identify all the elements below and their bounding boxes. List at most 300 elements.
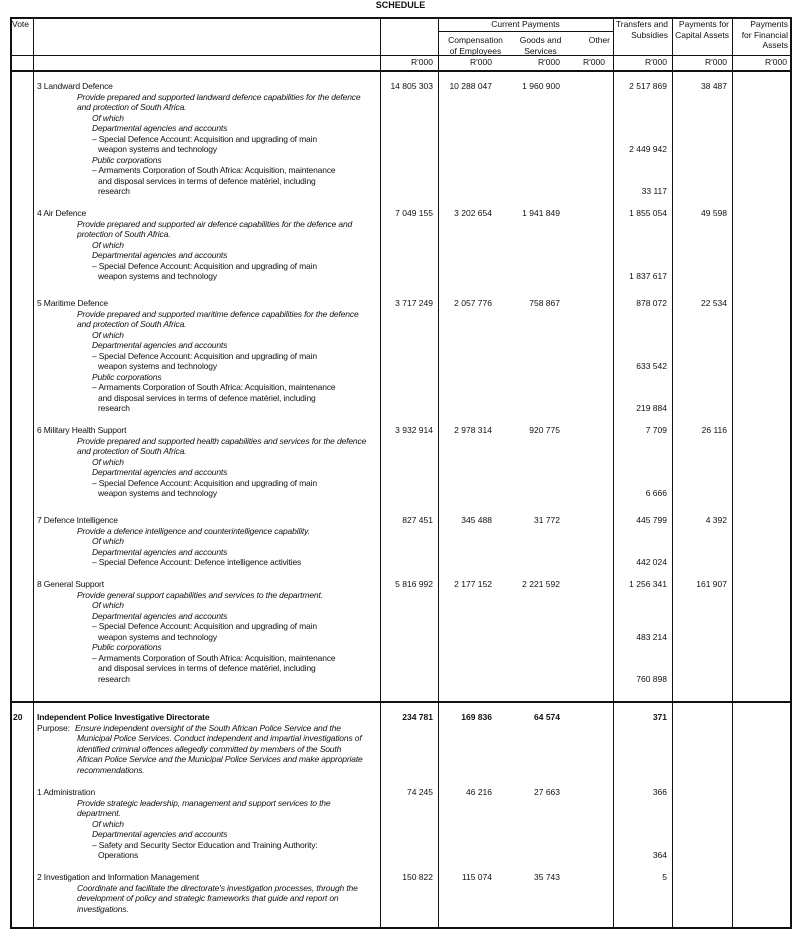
table-row — [10, 611, 791, 622]
description-text: 1 Administration — [37, 787, 96, 797]
description-text: Departmental agencies and accounts — [92, 123, 228, 133]
amount-cell-total — [380, 340, 438, 351]
description-text: research — [98, 673, 130, 684]
description-text: development of policy and strategic frameworks that guide and report on — [77, 893, 339, 903]
description-text: Independent Police Investigative Directorate — [37, 712, 210, 722]
vote-cell — [10, 467, 33, 478]
amount-cell-compensation — [438, 621, 513, 632]
amount-cell-other — [568, 261, 613, 272]
amount-cell-financial — [732, 446, 791, 457]
col-header-financial-assets: Payments for Financial Assets — [741, 19, 788, 50]
amount-cell-total — [380, 92, 438, 103]
amount-cell-total — [380, 600, 438, 611]
amount-cell-compensation — [438, 590, 513, 601]
amount-cell-goods-services — [513, 319, 568, 330]
description-cell — [33, 330, 380, 341]
description-text: Departmental agencies and accounts — [92, 546, 228, 557]
vote-cell — [10, 298, 33, 309]
description-text: weapon systems and technology — [98, 361, 217, 371]
description-cell — [33, 893, 380, 904]
col-header-capital-assets: Payments for Capital Assets — [675, 19, 729, 40]
amount-cell-capital — [672, 261, 732, 272]
vote-cell — [10, 113, 33, 124]
table-row — [10, 674, 791, 685]
amount-cell-goods-services — [513, 904, 568, 915]
table-row — [10, 653, 791, 664]
amount-cell-total — [380, 723, 438, 734]
amount-cell-financial — [732, 872, 791, 883]
vote-cell — [10, 351, 33, 362]
amount-cell-other — [568, 176, 613, 187]
amount-cell-compensation — [438, 744, 513, 755]
description-text: Of which — [92, 456, 124, 467]
vote-cell — [10, 393, 33, 404]
table-row — [10, 319, 791, 330]
amount-cell-transfers — [613, 765, 672, 776]
amount-cell-goods-services — [513, 250, 568, 261]
description-cell — [33, 611, 380, 622]
amount-cell-total — [380, 436, 438, 447]
description-cell — [33, 134, 380, 145]
description-text: Public corporations — [92, 154, 162, 165]
amount-cell-financial — [732, 123, 791, 134]
amount-cell-goods-services — [513, 436, 568, 447]
program-section-s8 — [10, 579, 791, 684]
table-border — [10, 927, 792, 929]
amount-cell-financial — [732, 155, 791, 166]
amount-cell-capital — [672, 361, 732, 372]
description-cell — [33, 123, 380, 134]
amount-cell-other — [568, 536, 613, 547]
vote-cell — [10, 674, 33, 685]
amount-cell-goods-services — [513, 674, 568, 685]
amount-cell-financial — [732, 904, 791, 915]
amount-cell-total — [380, 904, 438, 915]
amount-cell-goods-services — [513, 765, 568, 776]
amount-cell-compensation — [438, 436, 513, 447]
amount-cell-capital — [672, 240, 732, 251]
amount-cell-transfers: 371 — [652, 712, 667, 722]
amount-cell-goods-services — [513, 271, 568, 282]
description-cell — [33, 144, 380, 155]
description-cell — [33, 590, 380, 601]
amount-cell-financial — [732, 798, 791, 809]
vote-cell — [10, 808, 33, 819]
amount-cell-other — [568, 712, 613, 723]
description-cell — [33, 457, 380, 468]
amount-cell-financial — [732, 723, 791, 734]
description-cell — [33, 840, 380, 851]
description-cell — [33, 102, 380, 113]
vote-cell — [10, 229, 33, 240]
amount-cell-compensation — [438, 674, 513, 685]
amount-cell-total — [380, 733, 438, 744]
amount-cell-compensation — [438, 798, 513, 809]
table-border — [672, 17, 673, 929]
amount-cell-transfers — [613, 176, 672, 187]
amount-cell-other — [568, 144, 613, 155]
amount-cell-transfers — [613, 733, 672, 744]
amount-cell-total: 234 781 — [402, 712, 433, 722]
amount-cell-capital — [672, 883, 732, 894]
amount-cell-financial — [732, 893, 791, 904]
description-text: weapon systems and technology — [98, 631, 217, 642]
amount-cell-total — [380, 642, 438, 653]
description-cell — [33, 372, 380, 383]
amount-cell-transfers — [613, 134, 672, 145]
amount-cell-total — [380, 457, 438, 468]
vote-cell — [10, 819, 33, 830]
amount-cell-other — [568, 663, 613, 674]
amount-cell-capital — [672, 642, 732, 653]
table-row — [10, 361, 791, 372]
amount-cell-financial — [732, 488, 791, 499]
amount-cell-transfers — [613, 319, 672, 330]
vote-cell — [10, 611, 33, 622]
description-text: Provide a defence intelligence and counterintelligence capability. — [77, 525, 310, 536]
amount-cell-other — [568, 134, 613, 145]
table-row — [10, 229, 791, 240]
description-text: Public corporations — [92, 642, 162, 652]
amount-cell-financial — [732, 271, 791, 282]
amount-cell-goods-services — [513, 144, 568, 155]
amount-cell-compensation — [438, 165, 513, 176]
amount-cell-goods-services — [513, 557, 568, 568]
amount-cell-capital — [672, 309, 732, 320]
amount-cell-goods-services — [513, 547, 568, 558]
amount-cell-compensation — [438, 92, 513, 103]
table-row — [10, 808, 791, 819]
vote-cell — [10, 92, 33, 103]
vote-cell — [10, 330, 33, 341]
amount-cell-goods-services — [513, 850, 568, 861]
vote-cell — [10, 829, 33, 840]
amount-cell-transfers: 219 884 — [636, 403, 667, 413]
description-cell — [33, 467, 380, 478]
vote-cell — [10, 425, 33, 436]
amount-cell-financial — [732, 765, 791, 776]
amount-cell-compensation — [438, 155, 513, 166]
col-header-vote: Vote — [12, 19, 30, 29]
amount-cell-other — [568, 393, 613, 404]
amount-cell-financial — [732, 733, 791, 744]
amount-cell-other — [568, 436, 613, 447]
amount-cell-transfers — [613, 754, 672, 765]
amount-cell-capital — [672, 92, 732, 103]
amount-cell-other — [568, 340, 613, 351]
units-cell: R'000 — [538, 57, 560, 67]
amount-cell-other — [568, 123, 613, 134]
amount-cell-other — [568, 872, 613, 883]
amount-cell-other — [568, 102, 613, 113]
amount-cell-transfers — [613, 663, 672, 674]
vote-cell — [10, 340, 33, 351]
amount-cell-compensation — [438, 176, 513, 187]
amount-cell-compensation — [438, 113, 513, 124]
current-payments-underline — [438, 31, 613, 32]
amount-cell-capital — [672, 351, 732, 362]
description-cell — [33, 382, 380, 393]
description-text: – Special Defence Account: Acquisition and upgrading of main — [92, 477, 317, 488]
amount-cell-other — [568, 113, 613, 124]
description-text: Provide strategic leadership, management and support services to the — [77, 797, 331, 808]
description-text: Provide prepared and supported health capabilities and services for the defence — [77, 435, 367, 446]
col-header-goods-services: Goods and Services — [519, 35, 562, 56]
description-cell — [33, 92, 380, 103]
table-row — [10, 754, 791, 765]
table-row — [10, 271, 791, 282]
description-cell — [33, 515, 380, 526]
amount-cell-transfers — [613, 819, 672, 830]
amount-cell-compensation — [438, 446, 513, 457]
amount-cell-capital — [672, 382, 732, 393]
amount-cell-goods-services — [513, 240, 568, 251]
table-row — [10, 219, 791, 230]
program-section-s6 — [10, 425, 791, 499]
description-text: 5 Maritime Defence — [37, 298, 108, 308]
amount-cell-compensation — [438, 632, 513, 643]
amount-cell-total — [380, 403, 438, 414]
table-row — [10, 663, 791, 674]
description-text: Public corporations — [92, 371, 162, 382]
purpose-label: Purpose: — [37, 722, 70, 733]
vote-cell — [10, 446, 33, 457]
table-row — [10, 590, 791, 601]
amount-cell-goods-services: 1 941 849 — [522, 208, 560, 218]
amount-cell-goods-services — [513, 663, 568, 674]
amount-cell-total — [380, 744, 438, 755]
amount-cell-financial — [732, 134, 791, 145]
amount-cell-transfers: 5 — [662, 872, 667, 882]
amount-cell-financial — [732, 361, 791, 372]
table-row — [10, 403, 791, 414]
amount-cell-compensation: 2 057 776 — [454, 298, 492, 308]
amount-cell-transfers — [613, 478, 672, 489]
amount-cell-goods-services — [513, 526, 568, 537]
description-cell — [33, 176, 380, 187]
amount-cell-goods-services — [513, 611, 568, 622]
amount-cell-goods-services — [513, 123, 568, 134]
amount-cell-total — [380, 883, 438, 894]
amount-cell-compensation — [438, 733, 513, 744]
table-row — [10, 309, 791, 320]
amount-cell-transfers — [613, 621, 672, 632]
amount-cell-financial — [732, 744, 791, 755]
amount-cell-goods-services — [513, 219, 568, 230]
description-text: Departmental agencies and accounts — [92, 610, 228, 621]
amount-cell-other — [568, 446, 613, 457]
description-cell — [33, 240, 380, 251]
amount-cell-goods-services: 1 960 900 — [522, 81, 560, 91]
table-row — [10, 579, 791, 590]
amount-cell-other — [568, 219, 613, 230]
table-row — [10, 733, 791, 744]
vote-cell — [10, 536, 33, 547]
amount-cell-compensation: 115 074 — [461, 872, 492, 882]
amount-cell-goods-services — [513, 457, 568, 468]
amount-cell-other — [568, 611, 613, 622]
vote-cell — [10, 155, 33, 166]
description-text: – Armaments Corporation of South Africa: Acquisition, maintenance — [92, 652, 336, 663]
description-cell — [33, 81, 380, 92]
description-cell — [33, 155, 380, 166]
amount-cell-capital: 161 907 — [696, 579, 727, 589]
amount-cell-financial — [732, 754, 791, 765]
amount-cell-capital — [672, 653, 732, 664]
amount-cell-transfers — [613, 642, 672, 653]
table-row — [10, 712, 791, 723]
table-border — [10, 17, 12, 929]
description-cell — [33, 829, 380, 840]
vote-cell — [10, 123, 33, 134]
amount-cell-financial — [732, 515, 791, 526]
amount-cell-total — [380, 393, 438, 404]
amount-cell-transfers — [613, 457, 672, 468]
amount-cell-compensation: 2 177 152 — [454, 579, 492, 589]
amount-cell-financial — [732, 372, 791, 383]
amount-cell-financial — [732, 208, 791, 219]
vote-cell — [10, 787, 33, 798]
table-row — [10, 488, 791, 499]
amount-cell-transfers — [613, 446, 672, 457]
amount-cell-other — [568, 208, 613, 219]
amount-cell-compensation — [438, 611, 513, 622]
table-row — [10, 382, 791, 393]
amount-cell-total — [380, 547, 438, 558]
amount-cell-goods-services — [513, 632, 568, 643]
amount-cell-compensation — [438, 663, 513, 674]
amount-cell-financial — [732, 467, 791, 478]
description-cell — [33, 229, 380, 240]
description-text: Coordinate and facilitate the directorate's investigation processes, through the — [77, 882, 358, 893]
amount-cell-total — [380, 382, 438, 393]
vote-cell — [10, 250, 33, 261]
amount-cell-transfers — [613, 653, 672, 664]
amount-cell-compensation — [438, 240, 513, 251]
vote-cell — [10, 372, 33, 383]
amount-cell-capital: 4 392 — [705, 515, 727, 525]
amount-cell-transfers: 2 449 942 — [629, 144, 667, 154]
units-cell: R'000 — [583, 57, 605, 67]
amount-cell-other — [568, 526, 613, 537]
amount-cell-other — [568, 621, 613, 632]
description-text: – Special Defence Account: Acquisition and upgrading of main — [92, 621, 317, 631]
description-text: and protection of South Africa. — [77, 102, 187, 112]
amount-cell-financial — [732, 330, 791, 341]
amount-cell-transfers — [613, 372, 672, 383]
vote-cell — [10, 642, 33, 653]
vote-cell — [10, 840, 33, 851]
amount-cell-goods-services — [513, 446, 568, 457]
amount-cell-total — [380, 123, 438, 134]
amount-cell-transfers — [613, 261, 672, 272]
amount-cell-financial — [732, 219, 791, 230]
description-cell — [33, 579, 380, 590]
description-text: and protection of South Africa. — [77, 446, 187, 456]
amount-cell-financial — [732, 425, 791, 436]
amount-cell-capital — [672, 144, 732, 155]
description-text: – Special Defence Account: Defence intelligence activities — [92, 557, 302, 567]
table-row — [10, 186, 791, 197]
table-border — [732, 17, 733, 929]
amount-cell-capital — [672, 536, 732, 547]
table-row — [10, 208, 791, 219]
amount-cell-total — [380, 309, 438, 320]
table-row — [10, 155, 791, 166]
table-row — [10, 557, 791, 568]
amount-cell-transfers: 7 709 — [645, 425, 667, 435]
table-row — [10, 351, 791, 362]
amount-cell-goods-services: 758 867 — [529, 298, 560, 308]
description-cell — [33, 850, 380, 861]
vote-cell — [10, 319, 33, 330]
description-cell — [33, 787, 380, 798]
amount-cell-capital — [672, 155, 732, 166]
table-row — [10, 621, 791, 632]
program-section-i2 — [10, 872, 791, 914]
amount-cell-transfers — [613, 590, 672, 601]
table-row — [10, 446, 791, 457]
amount-cell-total: 14 805 303 — [390, 81, 433, 91]
amount-cell-compensation — [438, 309, 513, 320]
amount-cell-other — [568, 382, 613, 393]
amount-cell-other — [568, 590, 613, 601]
amount-cell-capital — [672, 436, 732, 447]
amount-cell-other — [568, 893, 613, 904]
amount-cell-compensation — [438, 123, 513, 134]
amount-cell-other — [568, 798, 613, 809]
amount-cell-goods-services — [513, 261, 568, 272]
vote-cell — [10, 403, 33, 414]
amount-cell-total — [380, 240, 438, 251]
amount-cell-goods-services: 31 772 — [534, 515, 560, 525]
amount-cell-goods-services — [513, 186, 568, 197]
description-cell — [33, 403, 380, 414]
description-cell — [33, 351, 380, 362]
amount-cell-capital — [672, 819, 732, 830]
amount-cell-other — [568, 754, 613, 765]
amount-cell-other — [568, 457, 613, 468]
amount-cell-other — [568, 165, 613, 176]
table-border — [10, 17, 792, 19]
vote-cell — [10, 754, 33, 765]
amount-cell-capital — [672, 787, 732, 798]
vote-cell — [10, 186, 33, 197]
description-cell — [33, 547, 380, 558]
amount-cell-compensation — [438, 754, 513, 765]
amount-cell-capital — [672, 798, 732, 809]
page-title: SCHEDULE — [375, 0, 426, 10]
table-row — [10, 723, 791, 734]
amount-cell-compensation: 10 288 047 — [449, 81, 492, 91]
description-text: Provide prepared and supported maritime defence capabilities for the defence — [77, 308, 359, 319]
amount-cell-other — [568, 765, 613, 776]
vote-cell — [10, 723, 33, 734]
amount-cell-capital — [672, 712, 732, 723]
amount-cell-goods-services — [513, 642, 568, 653]
description-text: Operations — [98, 850, 139, 860]
amount-cell-transfers — [613, 92, 672, 103]
amount-cell-other — [568, 361, 613, 372]
amount-cell-goods-services — [513, 372, 568, 383]
amount-cell-total — [380, 102, 438, 113]
amount-cell-financial — [732, 186, 791, 197]
amount-cell-goods-services — [513, 155, 568, 166]
amount-cell-total — [380, 319, 438, 330]
description-cell — [33, 904, 380, 915]
table-border — [438, 17, 439, 929]
amount-cell-goods-services — [513, 134, 568, 145]
